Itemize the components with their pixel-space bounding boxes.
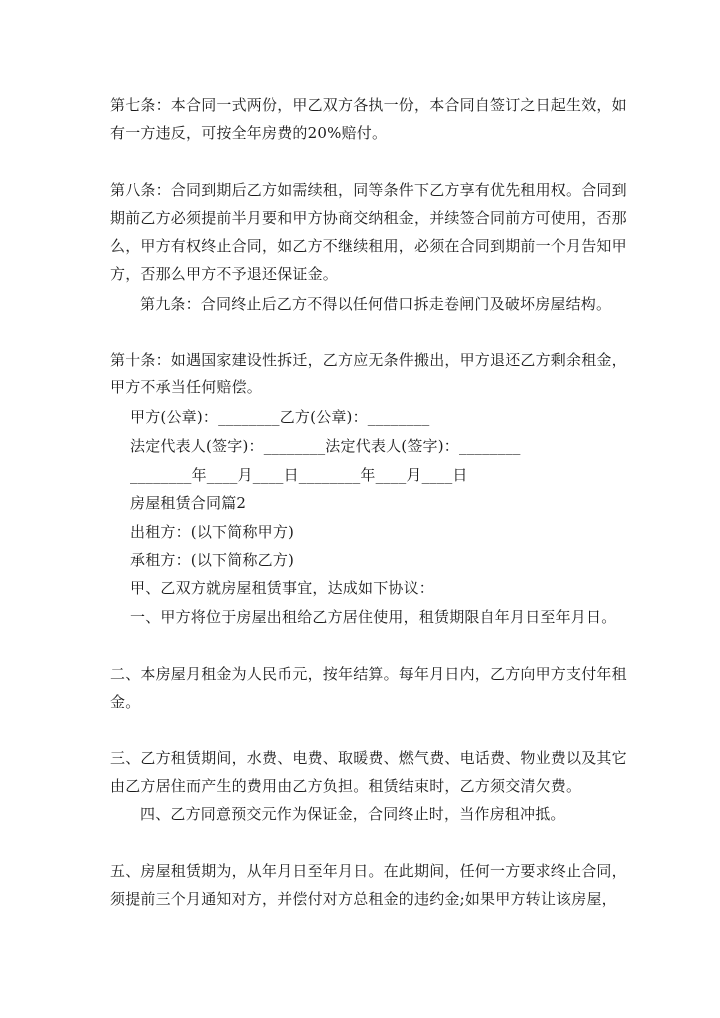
clause-2-line-1: 二、本房屋月租金为人民币元，按年结算。每年月日内，乙方向甲方支付年租 (110, 665, 627, 683)
clause-5-line-1: 五、房屋租赁期为，从年月日至年月日。在此期间，任何一方要求终止合同， (110, 862, 627, 880)
article-7-line-2: 有一方违反，可按全年房费的20%赔付。 (110, 124, 388, 142)
clause-1-line: 一、甲方将位于房屋出租给乙方居住使用，租赁期限自年月日至年月日。 (130, 608, 617, 626)
clause-5-line-2: 须提前三个月通知对方，并偿付对方总租金的违约金;如果甲方转让该房屋， (110, 890, 617, 908)
article-10-line-2: 甲方不承当任何赔偿。 (110, 378, 263, 396)
signature-date-line: ________年____月____日________年____月____日 (130, 466, 468, 484)
signature-seal-line: 甲方(公章)：________乙方(公章)：________ (130, 408, 430, 426)
lessee-line: 承租方：(以下简称乙方) (130, 551, 295, 569)
contract-2-title: 房屋租赁合同篇2 (130, 494, 247, 512)
signature-representative-line: 法定代表人(签字)：________法定代表人(签字)：________ (130, 437, 521, 455)
article-8-line-4: 方，否那么甲方不予退还保证金。 (110, 265, 339, 283)
article-8-line-1: 第八条：合同到期后乙方如需续租，同等条件下乙方享有优先租用权。合同到 (110, 181, 627, 199)
clause-3-line-1: 三、乙方租赁期间，水费、电费、取暖费、燃气费、电话费、物业费以及其它 (110, 749, 627, 767)
clause-3-line-2: 由乙方居住而产生的费用由乙方负担。租赁结束时，乙方须交清欠费。 (110, 777, 582, 795)
article-8-line-3: 么，甲方有权终止合同，如乙方不继续租用，必须在合同到期前一个月告知甲 (110, 237, 627, 255)
article-8-line-2: 期前乙方必须提前半月要和甲方协商交纳租金，并续签合同前方可使用，否那 (110, 209, 627, 227)
agreement-intro-line: 甲、乙双方就房屋租赁事宜，达成如下协议： (130, 579, 435, 597)
article-9-line-1: 第九条：合同终止后乙方不得以任何借口拆走卷闸门及破坏房屋结构。 (140, 295, 612, 313)
clause-4-line: 四、乙方同意预交元作为保证金，合同终止时，当作房租冲抵。 (140, 805, 566, 823)
article-10-line-1: 第十条：如遇国家建设性拆迁，乙方应无条件搬出，甲方退还乙方剩余租金， (110, 351, 627, 369)
article-7-line-1: 第七条：本合同一式两份，甲乙双方各执一份，本合同自签订之日起生效，如 (110, 96, 627, 114)
clause-2-line-2: 金。 (110, 693, 141, 711)
lessor-line: 出租方：(以下简称甲方) (130, 523, 295, 541)
